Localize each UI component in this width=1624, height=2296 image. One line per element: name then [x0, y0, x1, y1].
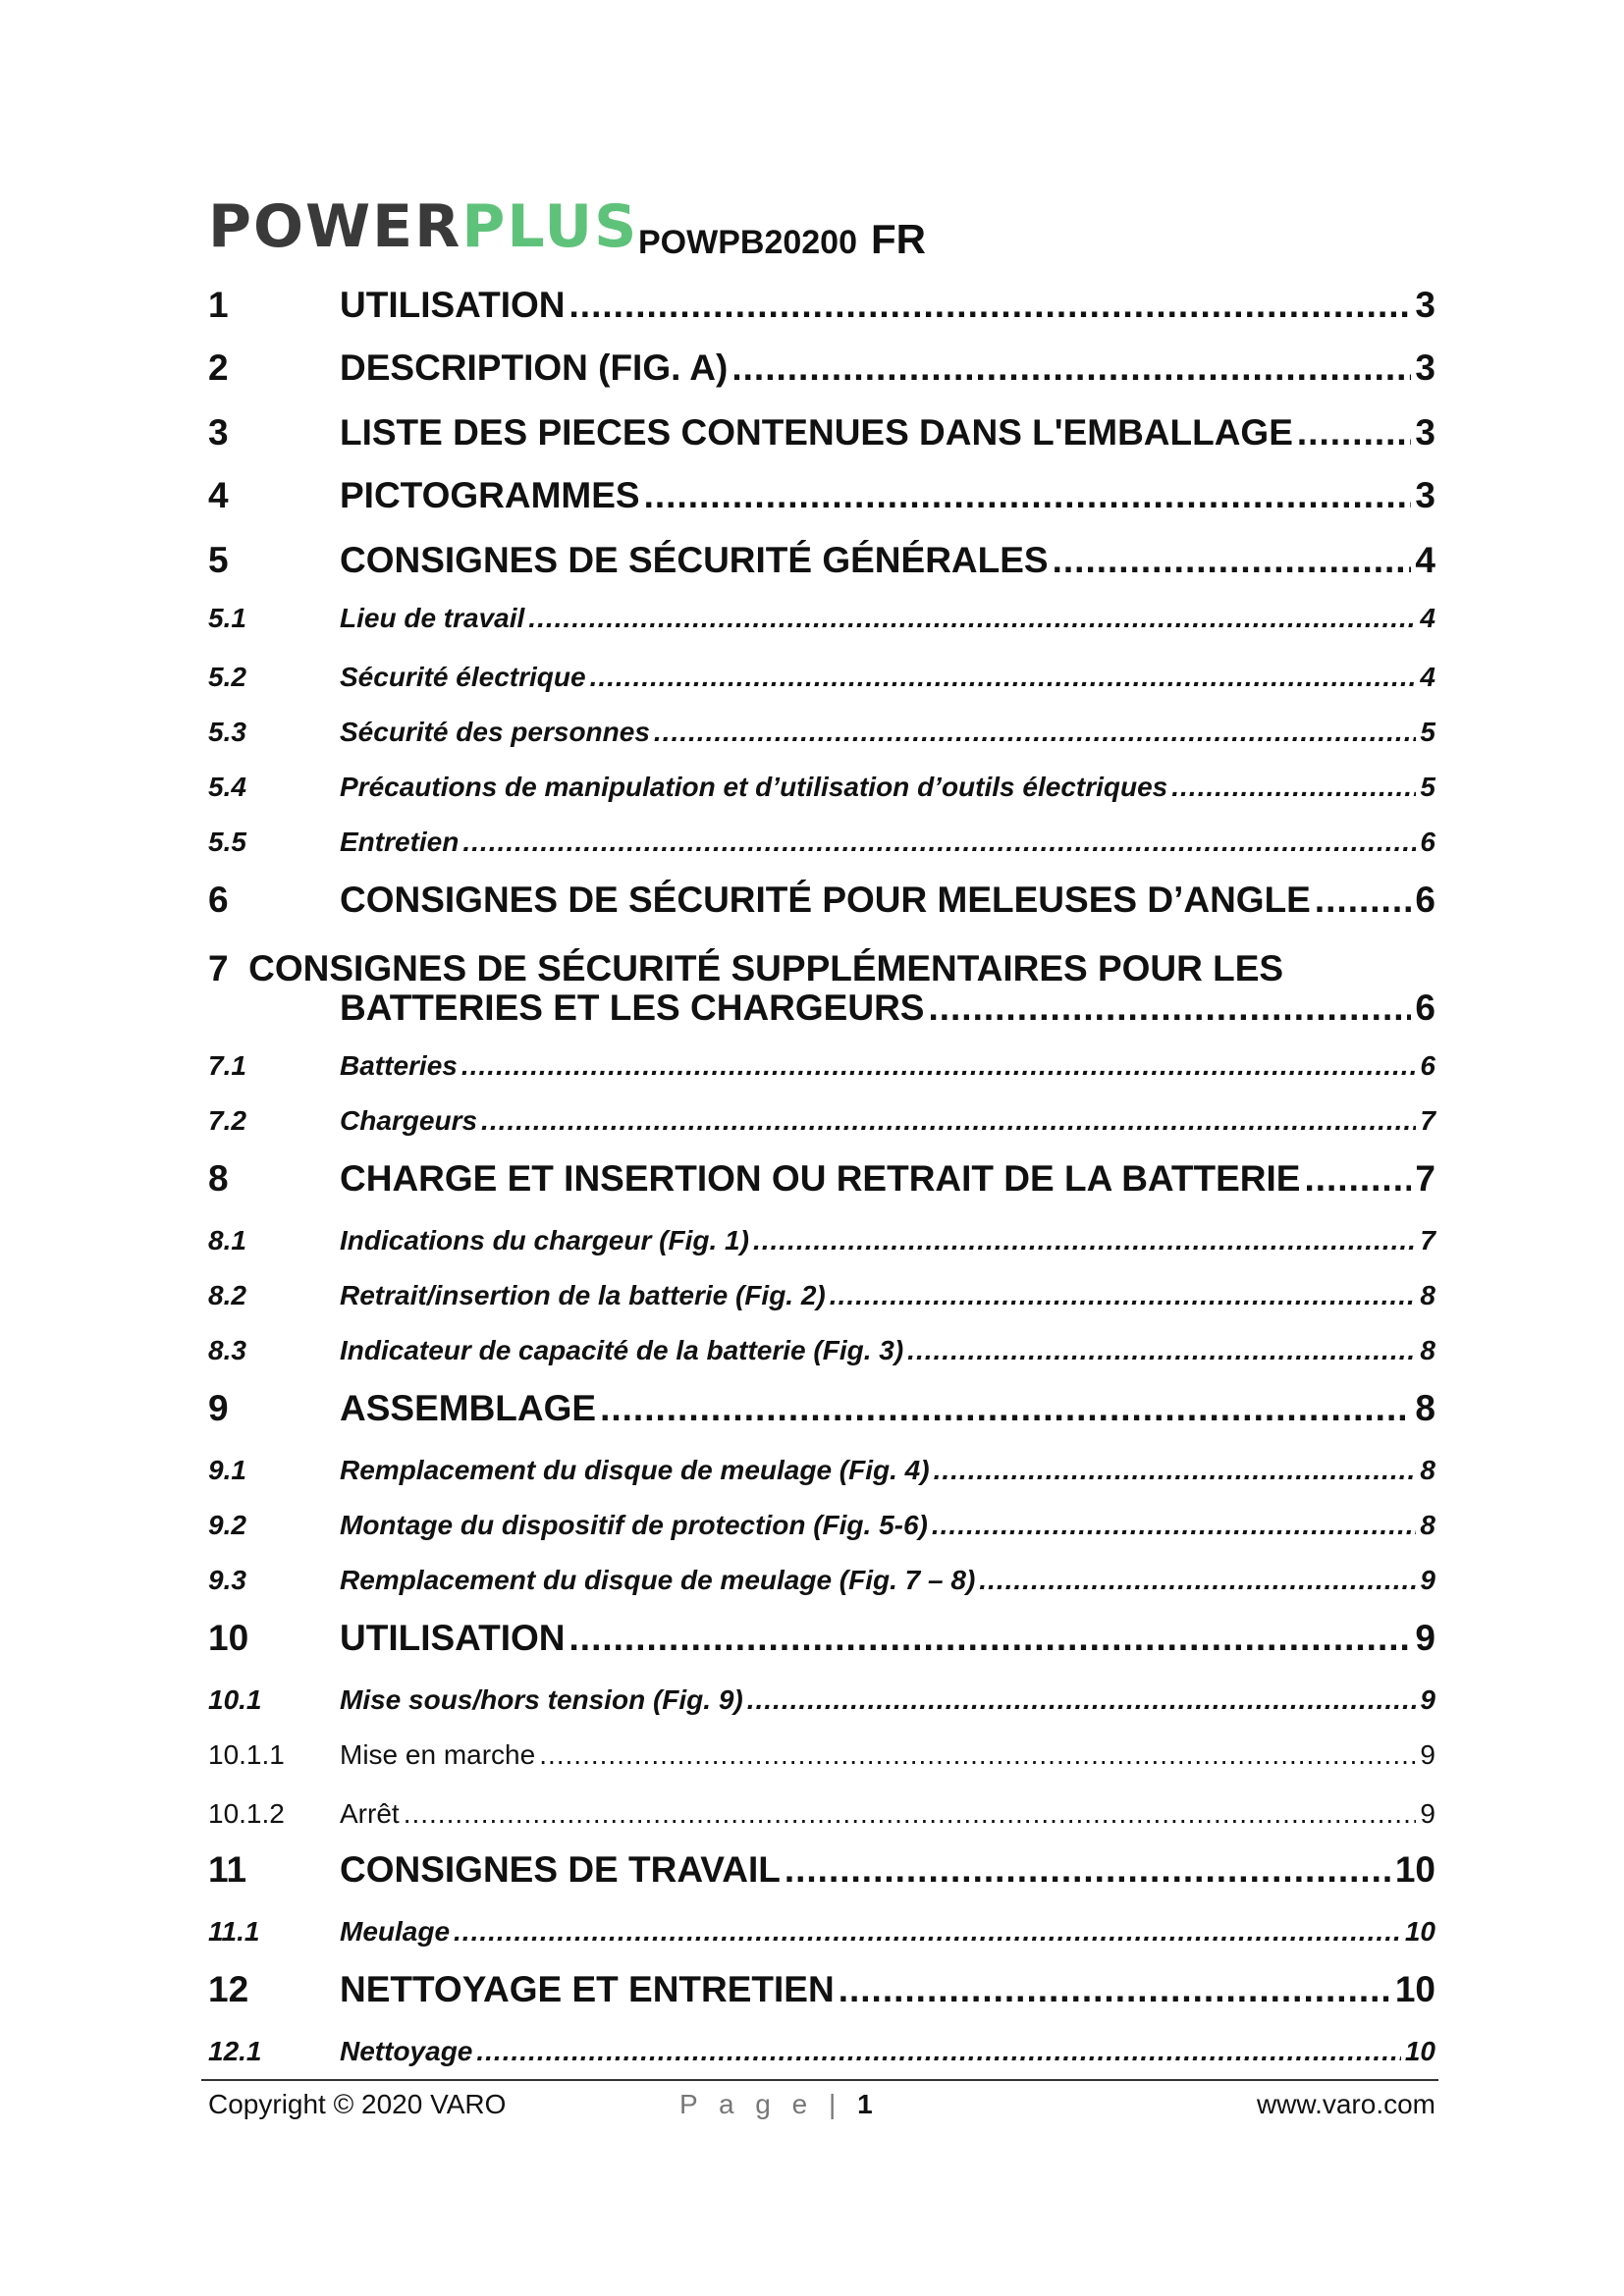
- toc-title: Nettoyage: [340, 2036, 473, 2066]
- toc-title: PICTOGRAMMES: [340, 475, 640, 515]
- toc-number: 1: [208, 285, 229, 325]
- toc-number: 10.1: [208, 1684, 262, 1715]
- toc-page: 6: [1420, 827, 1435, 857]
- toc-number: 4: [208, 475, 229, 515]
- toc-title: Indications du chargeur (Fig. 1): [340, 1225, 749, 1255]
- toc-entry[interactable]: [208, 880, 1435, 929]
- toc-title: DESCRIPTION (FIG. A): [340, 347, 729, 388]
- toc-page: 3: [1415, 285, 1435, 325]
- toc-leader: [928, 988, 1411, 1029]
- toc-title: CHARGE ET INSERTION OU RETRAIT DE LA BATTERIE: [340, 1158, 1301, 1199]
- toc-title: Arrêt: [340, 1798, 400, 1829]
- toc-page: 9: [1420, 1739, 1435, 1770]
- toc-title: Meulage: [340, 1916, 451, 1947]
- document-header: [208, 192, 1435, 271]
- toc-leader: [1297, 412, 1412, 454]
- toc-entry[interactable]: [208, 1565, 1435, 1604]
- toc-leader: [932, 1510, 1417, 1541]
- toc-page: 4: [1420, 603, 1435, 633]
- model-number: POWPB20200: [638, 224, 857, 261]
- toc-entry[interactable]: [208, 1158, 1435, 1207]
- toc-number: 9: [208, 1388, 229, 1428]
- toc-title: Remplacement du disque de meulage (Fig. 4): [340, 1455, 930, 1485]
- toc-title: Retrait/insertion de la batterie (Fig. 2): [340, 1280, 826, 1310]
- logo-power-text: POWER: [208, 192, 462, 261]
- toc-entry[interactable]: [208, 412, 1435, 461]
- toc-entry[interactable]: [208, 603, 1435, 642]
- toc-number: 9.2: [208, 1510, 246, 1540]
- toc-page: 9: [1415, 1618, 1435, 1658]
- toc-entry[interactable]: [208, 1455, 1435, 1494]
- toc-page: 8: [1415, 1388, 1435, 1428]
- toc-entry-multiline-first[interactable]: [208, 948, 1435, 989]
- toc-page: 9: [1420, 1798, 1435, 1829]
- toc-title: ASSEMBLAGE: [340, 1388, 597, 1428]
- powerplus-logo: [208, 192, 638, 261]
- toc-entry[interactable]: [208, 772, 1435, 811]
- toc-leader: [590, 662, 1417, 693]
- toc-leader: [747, 1684, 1417, 1716]
- toc-leader: [569, 285, 1412, 326]
- toc-title: Sécurité des personnes: [340, 717, 650, 747]
- toc-title: Entretien: [340, 827, 460, 857]
- toc-page: 6: [1415, 880, 1435, 920]
- toc-page: 10: [1394, 1849, 1435, 1890]
- toc-leader: [454, 1916, 1401, 1948]
- toc-title: Lieu de travail: [340, 603, 525, 633]
- toc-leader: [839, 1969, 1391, 2010]
- toc-entry[interactable]: [208, 1105, 1435, 1145]
- toc-entry[interactable]: [208, 1280, 1435, 1319]
- toc-number: 2: [208, 347, 229, 388]
- toc-page: 6: [1420, 1050, 1435, 1081]
- toc-number: 7.1: [208, 1050, 246, 1081]
- toc-title: Montage du dispositif de protection (Fig. 5-6): [340, 1510, 928, 1540]
- toc-title: LISTE DES PIECES CONTENUES DANS L'EMBALLAGE: [340, 412, 1293, 453]
- toc-entry[interactable]: [208, 1916, 1435, 1955]
- toc-page: 5: [1420, 717, 1435, 747]
- toc-number: 5: [208, 540, 229, 580]
- toc-page: 10: [1404, 1916, 1435, 1947]
- toc-leader: [461, 1050, 1417, 1082]
- toc-number: 5.5: [208, 827, 246, 857]
- toc-number: 5.3: [208, 717, 246, 747]
- toc-entry[interactable]: [208, 1050, 1435, 1090]
- toc-number: 5.4: [208, 772, 246, 802]
- toc-number: 9.3: [208, 1565, 246, 1595]
- toc-number: 8.2: [208, 1280, 246, 1310]
- toc-title: Sécurité électrique: [340, 662, 586, 692]
- toc-leader: [569, 1618, 1412, 1659]
- toc-number: 3: [208, 412, 229, 453]
- toc-entry[interactable]: [208, 1388, 1435, 1437]
- toc-number: 7: [208, 948, 229, 988]
- toc-leader: [830, 1280, 1417, 1311]
- toc-leader: [731, 347, 1411, 389]
- toc-leader: [600, 1388, 1411, 1429]
- toc-number: 5.1: [208, 603, 246, 633]
- toc-entry[interactable]: [208, 347, 1435, 397]
- model-title: [638, 212, 926, 270]
- toc-page: 10: [1404, 2036, 1435, 2066]
- toc-page: 7: [1420, 1105, 1435, 1136]
- toc-page: 7: [1420, 1225, 1435, 1255]
- toc-title: Mise en marche: [340, 1739, 536, 1770]
- toc-leader: [654, 717, 1417, 748]
- toc-page: 3: [1415, 347, 1435, 388]
- toc-page: 3: [1415, 475, 1435, 515]
- toc-title: CONSIGNES DE TRAVAIL: [340, 1849, 781, 1890]
- toc-entry[interactable]: [208, 717, 1435, 756]
- toc-number: 8.1: [208, 1225, 246, 1255]
- page-separator: |: [829, 2089, 843, 2119]
- toc-leader: [528, 603, 1416, 634]
- page-label: P a g e: [679, 2089, 815, 2119]
- toc-page: 9: [1420, 1565, 1435, 1595]
- toc-number: 11: [208, 1849, 247, 1890]
- toc-page: 8: [1420, 1510, 1435, 1540]
- toc-entry[interactable]: [208, 1739, 1435, 1779]
- toc-title: Batteries: [340, 1050, 458, 1081]
- toc-entry[interactable]: [208, 988, 1435, 1037]
- toc-leader: [1315, 880, 1412, 921]
- toc-leader: [644, 475, 1412, 516]
- toc-leader: [462, 827, 1416, 858]
- toc-page: 5: [1420, 772, 1435, 802]
- toc-number: 12.1: [208, 2036, 262, 2066]
- toc-number: 5.2: [208, 662, 246, 692]
- toc-title: UTILISATION: [340, 1618, 566, 1658]
- toc-page: 8: [1420, 1280, 1435, 1310]
- toc-entry[interactable]: [208, 475, 1435, 524]
- toc-entry[interactable]: [208, 1849, 1435, 1898]
- toc-entry[interactable]: [208, 1798, 1435, 1838]
- toc-title: Mise sous/hors tension (Fig. 9): [340, 1684, 743, 1715]
- toc-number: 12: [208, 1969, 249, 2009]
- toc-entry[interactable]: [208, 1969, 1435, 2018]
- toc-page: 7: [1415, 1158, 1435, 1199]
- toc-entry[interactable]: [208, 1618, 1435, 1667]
- toc-leader: [934, 1455, 1417, 1486]
- toc-entry[interactable]: [208, 1335, 1435, 1374]
- toc-leader: [1053, 540, 1412, 581]
- toc-page: 6: [1415, 988, 1435, 1028]
- toc-leader: [1304, 1158, 1411, 1200]
- toc-entry[interactable]: [208, 662, 1435, 701]
- toc-leader: [539, 1739, 1416, 1771]
- toc-number: 10.1.1: [208, 1739, 285, 1770]
- toc-entry[interactable]: [208, 1225, 1435, 1264]
- toc-number: 9.1: [208, 1455, 246, 1485]
- page-footer: [208, 2089, 1435, 2128]
- toc-number: 8: [208, 1158, 229, 1199]
- toc-page: 4: [1420, 662, 1435, 692]
- language-code: FR: [871, 216, 926, 262]
- toc-page: 3: [1415, 412, 1435, 453]
- toc-entry[interactable]: [208, 285, 1435, 334]
- toc-title-line1: CONSIGNES DE SÉCURITÉ SUPPLÉMENTAIRES POUR LES: [248, 948, 1284, 988]
- footer-divider: [201, 2079, 1438, 2081]
- logo-plus-text: PLUS: [461, 192, 639, 261]
- toc-title: BATTERIES ET LES CHARGEURS: [340, 988, 925, 1028]
- toc-entry[interactable]: [208, 1684, 1435, 1724]
- toc-number: 6: [208, 880, 229, 920]
- website-link[interactable]: www.varo.com: [1256, 2089, 1435, 2119]
- toc-page: 10: [1394, 1969, 1435, 2009]
- toc-leader: [1171, 772, 1416, 803]
- toc-page: 9: [1420, 1684, 1435, 1715]
- toc-number: 8.3: [208, 1335, 246, 1365]
- toc-leader: [785, 1849, 1391, 1891]
- copyright-text: Copyright © 2020 VARO: [208, 2089, 507, 2119]
- toc-title: NETTOYAGE ET ENTRETIEN: [340, 1969, 835, 2009]
- toc-leader: [476, 2036, 1400, 2067]
- page-number: 1: [857, 2089, 873, 2119]
- toc-leader: [907, 1335, 1416, 1366]
- toc-leader: [404, 1798, 1417, 1830]
- toc-entry[interactable]: [208, 827, 1435, 866]
- toc-page: 8: [1420, 1455, 1435, 1485]
- toc-title: Indicateur de capacité de la batterie (Fig. 3): [340, 1335, 904, 1365]
- toc-number: 7.2: [208, 1105, 246, 1136]
- toc-title: Chargeurs: [340, 1105, 478, 1136]
- toc-leader: [481, 1105, 1416, 1137]
- page-indicator: [679, 2089, 873, 2120]
- toc-leader: [753, 1225, 1416, 1256]
- toc-title: CONSIGNES DE SÉCURITÉ POUR MELEUSES D’ANGLE: [340, 880, 1311, 920]
- toc-entry[interactable]: [208, 540, 1435, 589]
- toc-number: 10: [208, 1618, 249, 1658]
- toc-leader: [979, 1565, 1416, 1596]
- toc-number: 10.1.2: [208, 1798, 285, 1829]
- toc-entry[interactable]: [208, 2036, 1435, 2075]
- toc-title: Remplacement du disque de meulage (Fig. 7 – 8): [340, 1565, 976, 1595]
- toc-title: Précautions de manipulation et d’utilisation d’outils électriques: [340, 772, 1168, 802]
- toc-number: 11.1: [208, 1916, 260, 1947]
- toc-page: 8: [1420, 1335, 1435, 1365]
- toc-page: 4: [1415, 540, 1435, 580]
- toc-title: CONSIGNES DE SÉCURITÉ GÉNÉRALES: [340, 540, 1049, 580]
- toc-entry[interactable]: [208, 1510, 1435, 1549]
- toc-title: UTILISATION: [340, 285, 566, 325]
